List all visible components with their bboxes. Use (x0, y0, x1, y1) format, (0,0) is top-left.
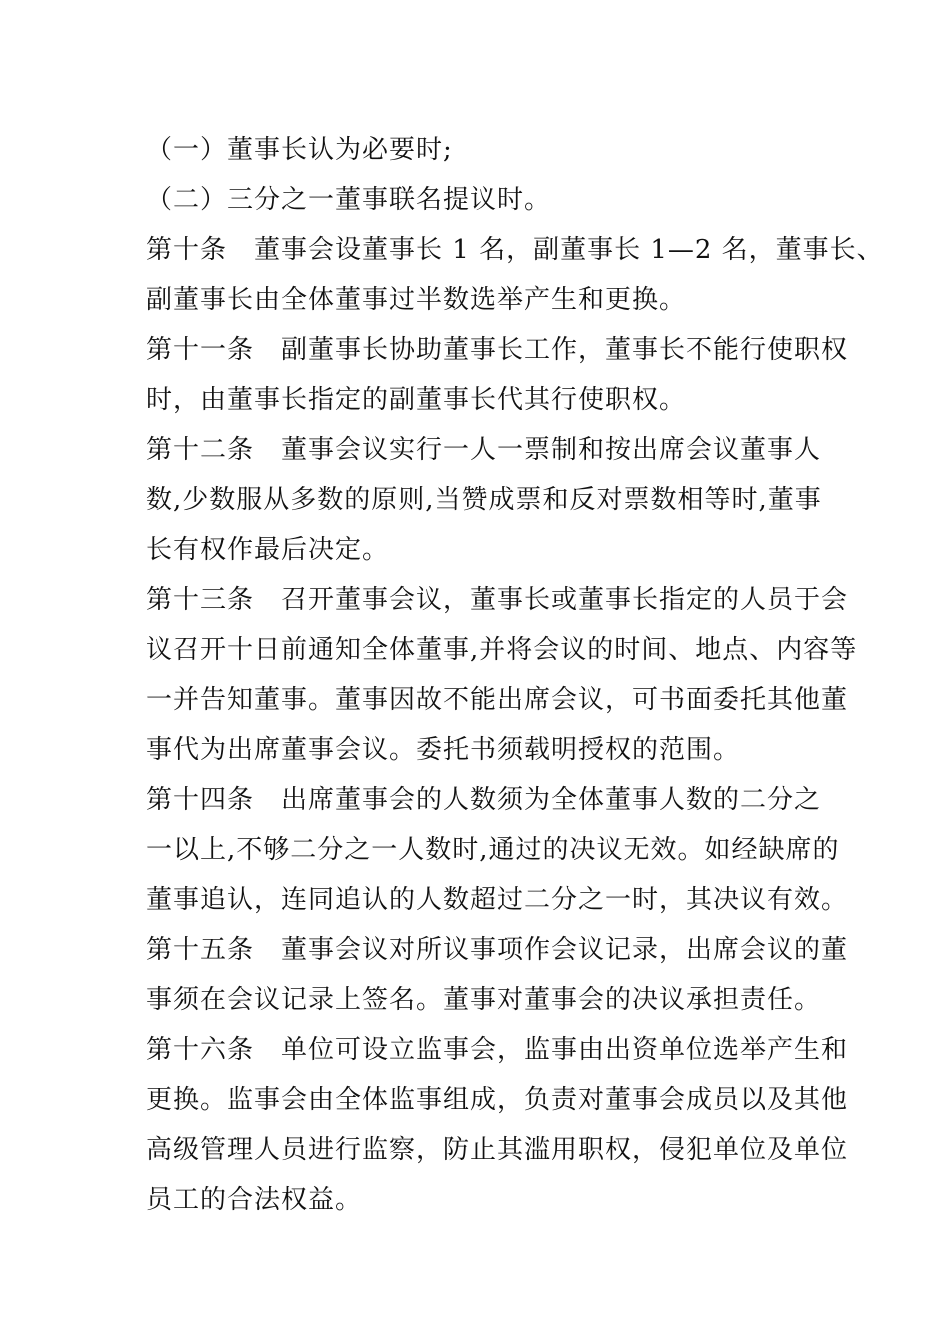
text-line: （二）三分之一董事联名提议时。 (146, 185, 552, 215)
text-line: 员工的合法权益。 (146, 1185, 363, 1215)
text-line: 第十条 董事会设董事长 1 名，副董事长 1—2 名，董事长、 (146, 235, 884, 265)
text-line: 事须在会议记录上签名。董事对董事会的决议承担责任。 (146, 985, 822, 1015)
text-line: （一）董事长认为必要时; (146, 135, 453, 165)
text-line: 第十二条 董事会议实行一人一票制和按出席会议董事人 (146, 435, 822, 465)
text-line: 董事追认，连同追认的人数超过二分之一时，其决议有效。 (146, 885, 849, 915)
text-line: 时，由董事长指定的副董事长代其行使职权。 (146, 385, 687, 415)
text-line: 第十五条 董事会议对所议事项作会议记录，出席会议的董 (146, 935, 849, 965)
text-line: 数,少数服从多数的原则,当赞成票和反对票数相等时,董事 (146, 485, 822, 515)
text-line: 第十四条 出席董事会的人数须为全体董事人数的二分之 (146, 785, 822, 815)
text-line: 长有权作最后决定。 (146, 535, 390, 565)
text-line: 议召开十日前通知全体董事,并将会议的时间、地点、内容等 (146, 635, 858, 665)
text-line: 一并告知董事。董事因故不能出席会议，可书面委托其他董 (146, 685, 849, 715)
text-line: 事代为出席董事会议。委托书须载明授权的范围。 (146, 735, 741, 765)
text-line: 副董事长由全体董事过半数选举产生和更换。 (146, 285, 687, 315)
text-line: 高级管理人员进行监察，防止其滥用职权，侵犯单位及单位 (146, 1135, 849, 1165)
text-line: 第十一条 副董事长协助董事长工作，董事长不能行使职权 (146, 335, 849, 365)
text-line: 第十三条 召开董事会议，董事长或董事长指定的人员于会 (146, 585, 849, 615)
text-line: 第十六条 单位可设立监事会，监事由出资单位选举产生和 (146, 1035, 849, 1065)
text-line: 更换。监事会由全体监事组成，负责对董事会成员以及其他 (146, 1085, 849, 1115)
text-line: 一以上,不够二分之一人数时,通过的决议无效。如经缺席的 (146, 835, 840, 865)
